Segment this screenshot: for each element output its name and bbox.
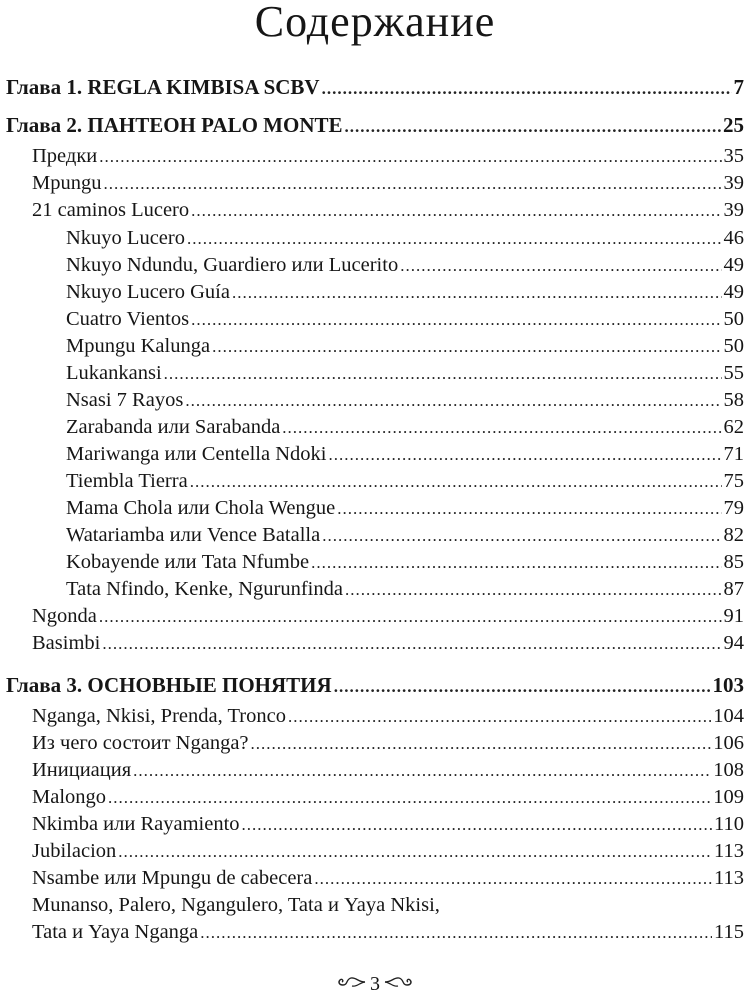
toc-page-number: 58 <box>723 389 744 411</box>
leader-dots <box>282 418 721 438</box>
leader-dots <box>190 472 722 492</box>
leader-dots <box>108 788 711 808</box>
toc-entry-label: Nkuyo Ndundu, Guardiero или Lucerito <box>66 254 399 276</box>
toc-entry[interactable] <box>32 732 744 759</box>
toc-page-number: 7 <box>733 75 744 99</box>
toc-page-number: 50 <box>723 335 744 357</box>
toc-chapter-label: Глава 2. ПАНТЕОН PALO MONTE <box>6 113 343 137</box>
leader-dots <box>164 364 722 384</box>
leader-dots <box>99 607 722 627</box>
leader-dots <box>322 79 732 99</box>
toc-entry-label: Basimbi <box>32 632 101 654</box>
toc-entry-label: Mariwanga или Centella Ndoki <box>66 443 327 465</box>
toc-page-number: 49 <box>723 254 744 276</box>
leader-dots <box>187 229 722 249</box>
toc-entry[interactable] <box>66 497 744 524</box>
toc-entry[interactable] <box>66 227 744 254</box>
toc-entry-label: Mama Chola или Chola Wengue <box>66 497 336 519</box>
toc-entry-label: Cuatro Vientos <box>66 308 190 330</box>
toc-chapter-1[interactable] <box>6 75 744 102</box>
leader-dots <box>334 677 711 697</box>
toc-page-number: 104 <box>713 705 744 727</box>
toc-page-number: 62 <box>723 416 744 438</box>
toc-entry[interactable] <box>66 578 744 605</box>
toc-page-number: 94 <box>723 632 744 654</box>
toc-entry[interactable] <box>66 281 744 308</box>
left-flourish-icon <box>336 975 366 994</box>
toc-entry-label: Предки <box>32 145 98 167</box>
toc-entry[interactable] <box>66 389 744 416</box>
leader-dots <box>212 337 721 357</box>
leader-dots <box>99 147 721 167</box>
toc-entry[interactable] <box>32 632 744 659</box>
right-flourish-icon <box>384 975 414 994</box>
leader-dots <box>103 174 721 194</box>
toc-page-number: 87 <box>723 578 744 600</box>
toc-page-number: 115 <box>714 921 744 943</box>
toc-page-number: 103 <box>712 673 744 697</box>
toc-entry[interactable] <box>66 443 744 470</box>
toc-entry-label: Tata Nfindo, Kenke, Ngurunfinda <box>66 578 343 600</box>
toc-chapter-3[interactable] <box>6 673 744 700</box>
toc-entry-label: Nganga, Nkisi, Prenda, Tronco <box>32 705 286 727</box>
toc-entry-label: Lukankansi <box>66 362 162 384</box>
toc-entry-label: Nkimba или Rayamiento <box>32 813 240 835</box>
toc-page-number: 75 <box>723 470 744 492</box>
toc-entry-label: Mpungu Kalunga <box>66 335 211 357</box>
toc-entry[interactable] <box>32 813 744 840</box>
toc-entry[interactable] <box>66 308 744 335</box>
leader-dots <box>185 391 721 411</box>
toc-page-number: 71 <box>723 443 744 465</box>
toc-page-number: 39 <box>723 172 744 194</box>
toc-entry-label: Из чего состоит Nganga? <box>32 732 249 754</box>
toc-entry[interactable] <box>32 172 744 199</box>
toc-chapter-2[interactable] <box>6 113 744 140</box>
leader-dots <box>345 580 722 600</box>
leader-dots <box>118 842 712 862</box>
toc-entry-label: Tiembla Tierra <box>66 470 188 492</box>
toc-page-number: 46 <box>723 227 744 249</box>
leader-dots <box>288 707 711 727</box>
toc-entry-label: Nsasi 7 Rayos <box>66 389 184 411</box>
leader-dots <box>200 923 712 943</box>
toc-chapter-label: Глава 3. ОСНОВНЫЕ ПОНЯТИЯ <box>6 673 332 697</box>
toc-page-number: 110 <box>714 813 744 835</box>
toc-chapter-label: Глава 1. REGLA KIMBISA SCBV <box>6 75 320 99</box>
toc-entry[interactable] <box>66 335 744 362</box>
toc-entry[interactable] <box>32 867 744 894</box>
toc-page-number: 39 <box>723 199 744 221</box>
toc-entry[interactable] <box>32 921 744 948</box>
toc-entry[interactable] <box>66 254 744 281</box>
leader-dots <box>337 499 721 519</box>
leader-dots <box>242 815 712 835</box>
page-footer <box>0 972 750 996</box>
toc-entry-label: Nsambe или Mpungu de cabecera <box>32 867 313 889</box>
toc-entry-label: Инициация <box>32 759 132 781</box>
toc-entry-label: Kobayende или Tata Nfumbe <box>66 551 310 573</box>
toc-entry-label: Malongo <box>32 786 107 808</box>
toc-entry-label: 21 caminos Lucero <box>32 199 190 221</box>
toc-entry-label: Nkuyo Lucero Guía <box>66 281 230 303</box>
leader-dots <box>251 734 712 754</box>
toc-entry-label: Tata и Yaya Nganga <box>32 921 199 943</box>
toc-entry-label: Jubilacion <box>32 840 117 862</box>
toc-entry-label: Mpungu <box>32 172 102 194</box>
toc-page-number: 49 <box>723 281 744 303</box>
toc-page-number: 50 <box>723 308 744 330</box>
toc-entry-label: Nkuyo Lucero <box>66 227 185 249</box>
toc-entry[interactable] <box>66 362 744 389</box>
leader-dots <box>191 201 721 221</box>
leader-dots <box>400 256 721 276</box>
toc-entry[interactable] <box>32 840 744 867</box>
leader-dots <box>328 445 721 465</box>
toc-page-number: 55 <box>723 362 744 384</box>
leader-dots <box>133 761 711 781</box>
toc-page-number: 109 <box>713 786 744 808</box>
toc-entry[interactable] <box>32 705 744 732</box>
toc-entry[interactable] <box>32 759 744 786</box>
toc-page-number: 108 <box>713 759 744 781</box>
leader-dots <box>102 634 721 654</box>
toc-page-number: 82 <box>723 524 744 546</box>
page-number: 3 <box>370 972 380 995</box>
toc-page-number: 113 <box>714 840 744 862</box>
toc-page-number: 113 <box>714 867 744 889</box>
toc-page-number: 91 <box>723 605 744 627</box>
leader-dots <box>314 869 712 889</box>
toc-entry[interactable] <box>32 786 744 813</box>
leader-dots <box>311 553 721 573</box>
toc-entry-label: Watariamba или Vence Batalla <box>66 524 321 546</box>
toc-entry[interactable] <box>66 524 744 551</box>
toc-entry[interactable] <box>66 416 744 443</box>
toc-page-number: 25 <box>723 113 744 137</box>
toc-entry[interactable] <box>32 605 744 632</box>
toc-page-number: 35 <box>723 145 744 167</box>
toc-entry-label: Zarabanda или Sarabanda <box>66 416 281 438</box>
leader-dots <box>191 310 721 330</box>
toc-page-number: 85 <box>723 551 744 573</box>
leader-dots <box>232 283 722 303</box>
toc-page-number: 79 <box>723 497 744 519</box>
toc-entry[interactable] <box>66 470 744 497</box>
toc-page-number: 106 <box>713 732 744 754</box>
toc-entry-label-line-1: Munanso, Palero, Ngangulero, Tata и Yaya Nkisi, <box>32 894 440 916</box>
toc-entry[interactable] <box>66 551 744 578</box>
leader-dots <box>322 526 721 546</box>
toc-entry[interactable] <box>32 145 744 172</box>
toc-entry-label: Ngonda <box>32 605 97 627</box>
page-title: Содержание <box>254 0 496 46</box>
toc-entry[interactable] <box>32 199 744 226</box>
leader-dots <box>345 117 722 137</box>
